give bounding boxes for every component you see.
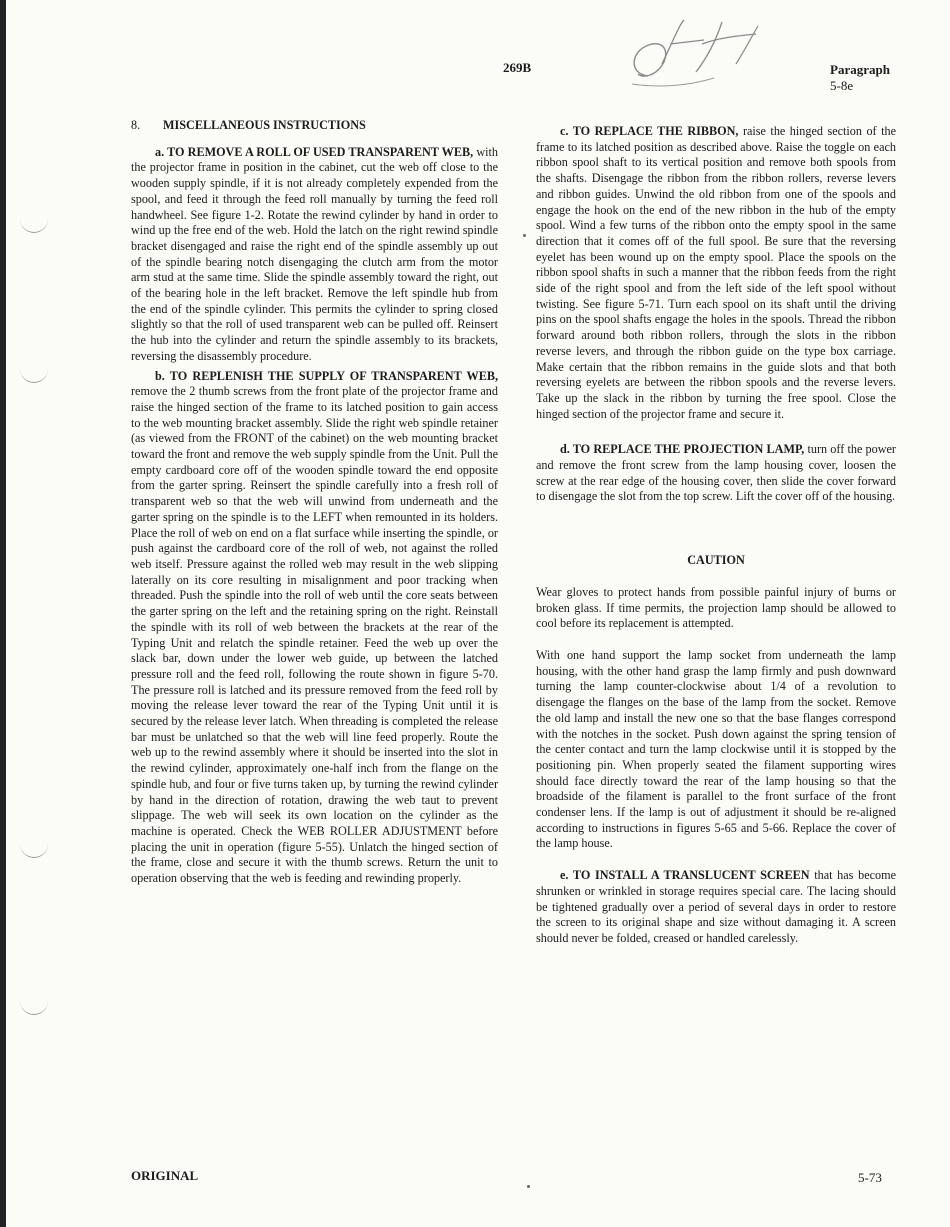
scan-edge bbox=[0, 0, 6, 1227]
footer-left: ORIGINAL bbox=[131, 1168, 199, 1183]
paragraph-replace-lamp bbox=[536, 442, 896, 505]
page-number: 5-73 bbox=[858, 1170, 882, 1185]
binder-hole-mark bbox=[20, 218, 48, 233]
section-title: MISCELLANEOUS INSTRUCTIONS bbox=[163, 118, 366, 132]
paragraph-lead: c. TO REPLACE THE RIBBON, bbox=[560, 124, 739, 138]
spacer bbox=[536, 509, 896, 553]
paragraph-lead: d. TO REPLACE THE PROJECTION LAMP, bbox=[560, 442, 805, 457]
paragraph-lead: a. TO REMOVE A ROLL OF USED TRANSPARENT WEB, bbox=[155, 144, 474, 159]
caution-text: Wear gloves to protect hands from possible painful injury of burns or broken glass. If time permits, the projection lamp should be allowed to cool before its replacement is attempted. bbox=[536, 584, 896, 631]
section-heading bbox=[131, 118, 498, 134]
right-column bbox=[536, 124, 896, 951]
binder-hole-mark bbox=[20, 1000, 48, 1015]
paragraph-replenish-web bbox=[131, 369, 498, 887]
binder-hole-mark bbox=[20, 368, 48, 383]
page-code: 269B bbox=[503, 60, 532, 75]
paragraph-remove-web bbox=[131, 145, 498, 365]
scan-speck bbox=[527, 1185, 530, 1188]
paragraph-install-screen bbox=[536, 868, 896, 947]
paragraph-replace-ribbon bbox=[536, 124, 896, 422]
binder-hole-mark bbox=[20, 843, 48, 858]
paragraph-number: 5-8e bbox=[830, 78, 854, 93]
paragraph-text: remove the 2 thumb screws from the front plate of the projector frame and raise the hinged section of the frame to its latched position to gain access to the web mounting bracket assembly. Slide the right web spindle retainer (as viewed from the FRONT of the cabinet) on the web mounting bracket toward the front and remove the web supply spindle from the Unit. Pull the empty cardboard core off of the wooden spindle toward the end opposite from the garter spring. Reinsert the spindle carefully into a fresh roll of transparent web so that the web will unwind from underneath and the garter spring on the spindle is to the LEFT when remounted in its holders. Place the roll of web on end on a flat surface while inserting the spindle, or push against the cardboard core of the roll of web, not against the rolled web itself. Pressure against the rolled web may result in the web slipping laterally on its core resulting in misalignment and poor tracking when threaded. Push the spindle into the roll of web until the core seats between the garter spring on the left and the retaining spring on the right. Reinstall the spindle with its roll of web between the brackets at the rear of the Typing Unit and relatch the spindle retainer. Feed the web up over the slack bar, down under the lower web guide, up between the latched pressure roll and the feed roll, following the route shown in figure 5-70. The pressure roll is latched and its pressure removed from the feed roll by moving the release lever toward the rear of the Typing Unit until it is secured by the release lever latch. When threading is completed the release bar must be unlatched so that the web will line feed properly. Route the web up to the rewind assembly where it should be inserted into the slot in the rewind cylinder, approximately one-half inch from the flange on the spindle hub, and four or five turns taken up, by turning the rewind cylinder by hand in the direction of rotation, drawing the web taut to prevent slippage. The web will seek its own location on the cylinder as the machine is operated. Check the WEB ROLLER ADJUSTMENT before placing the unit in operation (figure 5-55). Unlatch the hinged section of the frame, close and secure it with the thumb screws. Return the unit to operation observing that the web is feeding and rewinding properly. bbox=[131, 384, 498, 886]
section-number: 8. bbox=[131, 118, 141, 132]
spacer bbox=[536, 426, 896, 442]
caution-heading: CAUTION bbox=[687, 553, 745, 568]
handwritten-initials bbox=[618, 14, 788, 94]
paragraph-text: that has become shrunken or wrinkled in storage requires special care. The lacing should be tightened gradually over a period of several days in order to restore the screen to its original shape and size without damaging it. A screen should never be folded, creased or handled carelessly. bbox=[536, 868, 896, 945]
paragraph-lead: b. TO REPLENISH THE SUPPLY OF TRANSPARENT WEB, bbox=[155, 368, 498, 383]
scan-speck bbox=[523, 234, 526, 237]
paragraph-text: raise the hinged section of the frame to its latched position as described above. Raise the toggle on each ribbon spool shaft to its vertical position and remove both spools from the shafts. Disengage the ribbon from the ribbon rollers, reverse levers and ribbon guides. Unwind the old ribbon from one of the spools and engage the hook on the end of the new ribbon in the hub of the empty spool. Wind a few turns of the ribbon onto the empty spool in the same direction that it comes off of the full spool. Be sure that the reversing eyelet has been wound up on the empty spool. Place the spools on the ribbon spool shafts in such a manner that the ribbon feeds from the right side of the right spool and from the left side of the left spool without twisting. See figure 5-71. Turn each spool on its shaft until the driving pins on the spool shafts engage the holes in the spools. Thread the ribbon forward around both ribbon rollers, through the slots in the ribbon reverse levers, and through the ribbon guide on the type box carriage. Make certain that the ribbon remains in the guide slots and that both reversing eyelets are between the ribbon spools and the reverse levers. Take up the slack in the ribbon by turning the free spool. Close the hinged section of the projector frame and secure it. bbox=[536, 124, 896, 421]
lamp-procedure-text: With one hand support the lamp socket from underneath the lamp housing, with the other hand grasp the lamp firmly and push downward turning the lamp counter-clockwise about 1/4 of a revolution to disengage the flanges on the base of the lamp from the socket. Remove the old lamp and install the new one so that the base flanges correspond with the notches in the socket. Push down against the spring tension of the center contact and turn the lamp clockwise until it is stopped by the positioning pin. When properly seated the filament supporting wires should face directly toward the rear of the lamp housing so that the broadside of the filament is parallel to the front surface of the front condenser lens. If the lamp is out of adjustment it should be re-aligned according to instructions in figures 5-65 and 5-66. Replace the cover of the lamp house. bbox=[536, 647, 896, 851]
left-column bbox=[131, 118, 498, 891]
paragraph-text: turn off the power and remove the front screw from the lamp housing cover, loosen the screw at the rear edge of the housing cover, then slide the cover forward to disengage the slot from the top screw. Lift the cover off of the housing. bbox=[536, 442, 896, 504]
paragraph-lead: e. TO INSTALL A TRANSLUCENT SCREEN bbox=[560, 868, 810, 883]
paragraph-label: Paragraph bbox=[830, 62, 890, 77]
paragraph-text: with the projector frame in position in the cabinet, cut the web off close to the wooden supply spindle, if it is not already completely expended from the spool, and feed it through the feed roll manually by turning the feed roll handwheel. See figure 1-2. Rotate the rewind cylinder by hand in order to wind up the free end of the web. Hold the latch on the right rewind spindle bracket disengaged and raise the right end of the spindle assembly up out of the spindle bearing notch disengaging the clutch arm from the motor arm stud at the same time. Slide the spindle assembly toward the right, out of the bearing hole in the left bracket. Remove the left spindle hub from the end of the spindle cylinder. This permits the cylinder to spring closed slightly so that the roll of used transparent web can be pulled off. Reinsert the hub into the cylinder and return the spindle assembly to its brackets, reversing the disassembly procedure. bbox=[131, 144, 498, 363]
